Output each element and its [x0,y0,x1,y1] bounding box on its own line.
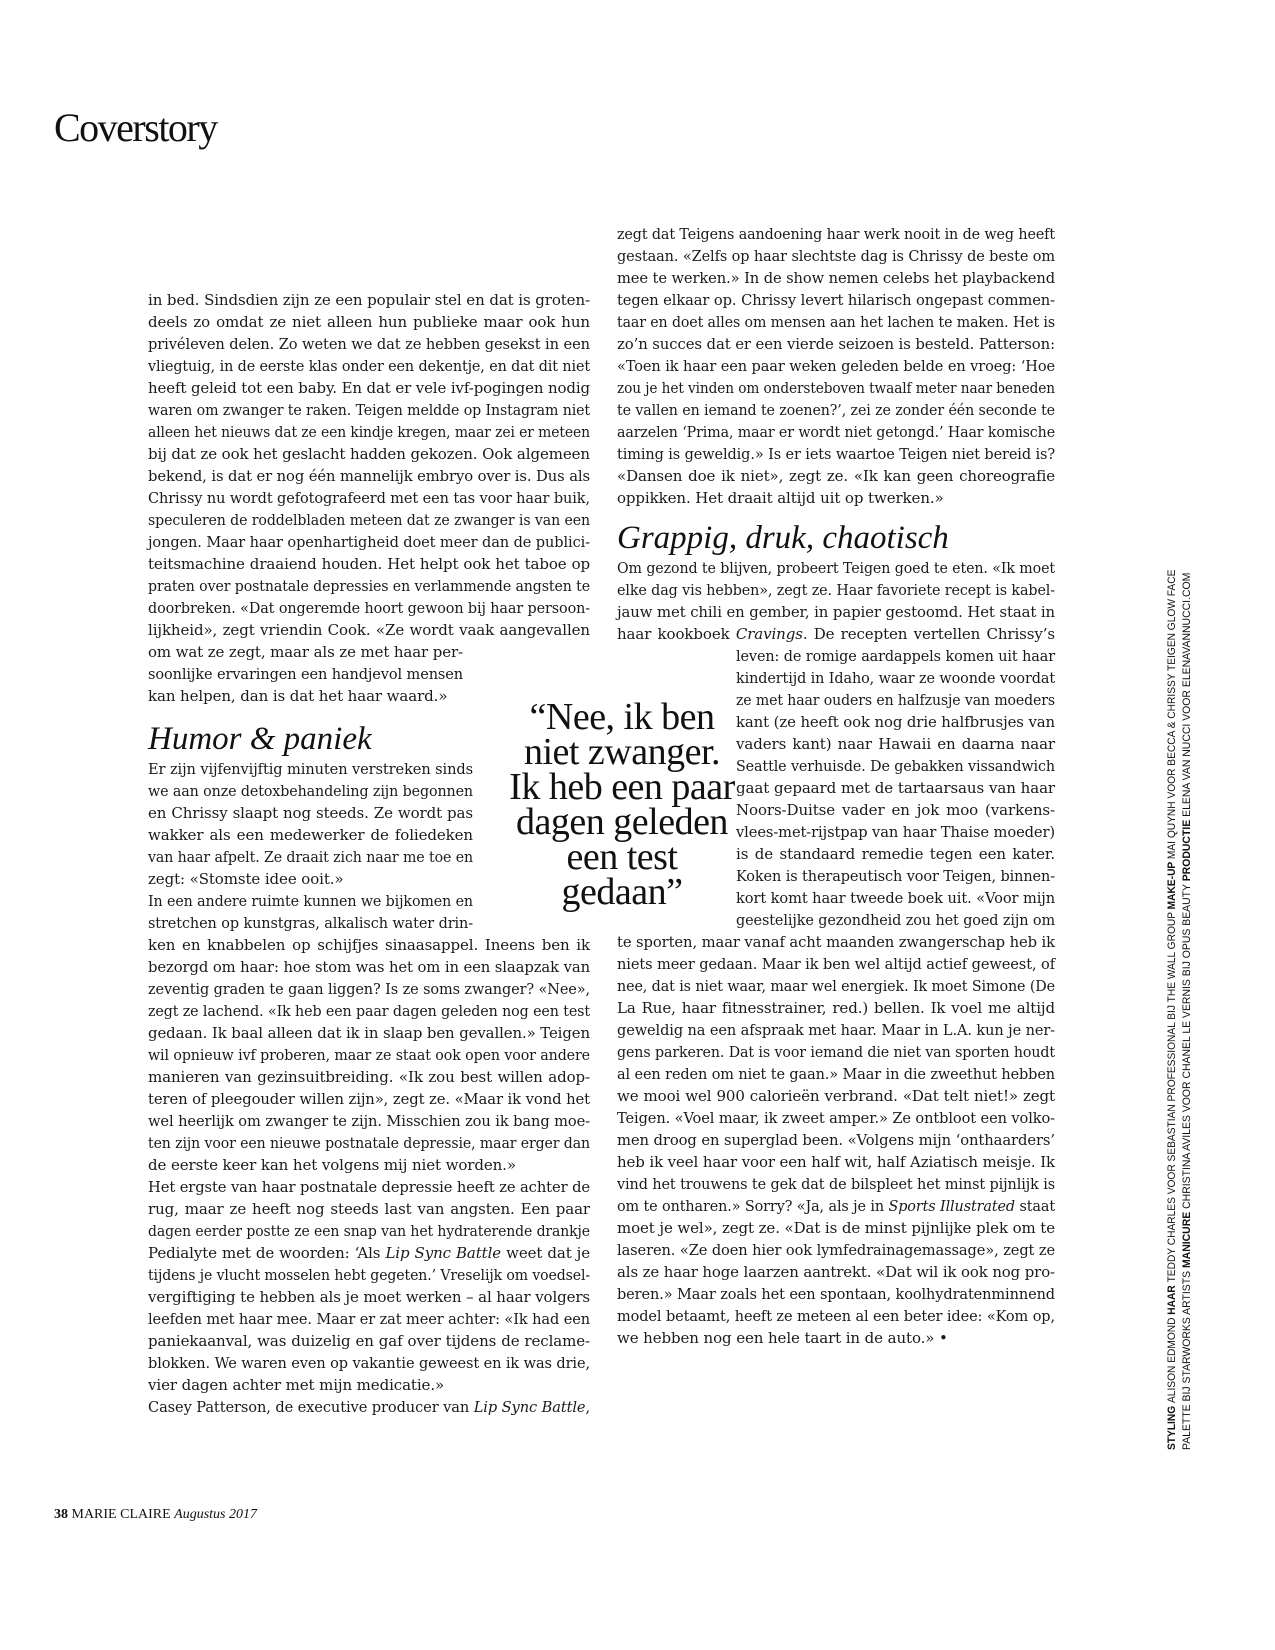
text-line: geestelijke gezondheid zou het goed zijn om [736,911,1055,929]
text-line: manieren van gezinsuitbreiding. «Ik zou best willen adop- [148,1068,590,1086]
text-line: is de standaard remedie tegen een kater. [736,845,1055,863]
text-line: zou je het vinden om ondersteboven twaalf meter naar beneden [617,379,1055,397]
text-line: geweldig na een afspraak met haar. Maar in L.A. kun je ner- [617,1021,1055,1039]
text-line: kant (ze heeft ook nog drie halfbrusjes van [736,713,1055,731]
text-line: gedaan. Ik baal alleen dat ik in slaap ben gevallen.» Teigen [148,1024,590,1042]
text-line: waren om zwanger te raken. Teigen meldde op Instagram niet [148,401,590,419]
page-footer [54,1507,257,1523]
text-line: laseren. «Ze doen hier ook lymfedrainagemassage», zegt ze [617,1241,1055,1259]
text-line: teren of pleegouder willen zijn», zegt ze. «Maar ik vond het [148,1090,590,1108]
text-line: vier dagen achter met mijn medicatie.» [148,1376,445,1394]
text-line: en Chrissy slaapt nog steeds. Ze wordt pas [148,804,473,822]
text-line: bij dat ze ook het geslacht hadden gekozen. Ook algemeen [148,445,590,463]
text-line: de eerste keer kan het volgens mij niet worden.» [148,1156,516,1174]
text-line: tegen elkaar op. Chrissy levert hilarisch ongepast commen- [617,291,1055,309]
text-line: Seattle verhuisde. De gebakken vissandwich [736,757,1055,775]
credit-text: ELENA VAN NUCCI VOOR ELENAVANNUCCI.COM [1181,572,1193,817]
text-line: zeventig graden te gaan liggen? Is ze soms zwanger? «Nee», [148,980,590,998]
text-line: «Dansen doe ik niet», zegt ze. «Ik kan geen choreografie [617,467,1055,485]
credit-label: HAAR [1166,1282,1178,1315]
text-line: speculeren de roddelbladen meteen dat ze zwanger is van een [148,511,590,529]
photo-credits [1165,557,1201,1450]
text-line: wel heerlijk om zwanger te zijn. Misschien zou ik bang moe- [148,1112,590,1130]
text-line: alleen het nieuws dat ze een kindje kregen, maar zei er meteen [148,423,590,441]
text-line: praten over postnatale depressies en verlammende angsten te [148,577,590,595]
credit-label: STYLING [1166,1403,1178,1450]
text-line: zegt dat Teigens aandoening haar werk nooit in de weg heeft [617,225,1055,243]
text-line: ten zijn voor een nieuwe postnatale depressie, maar erger dan [148,1134,590,1152]
text-line: mee te werken.» In de show nemen celebs het playbackend [617,269,1055,287]
text-line: te vallen en iemand te zoenen?’, zei ze zonder één seconde te [617,401,1055,419]
pull-quote: “Nee, ik ben niet zwanger. Ik heb een paar dagen geleden een test gedaan” [509,696,735,913]
text-line: lijkheid», zegt vriendin Cook. «Ze wordt vaak aangevallen [148,621,590,639]
credit-label: MAKE-UP [1166,859,1178,910]
text-line: Er zijn vijfenvijftig minuten verstreken sinds [148,760,473,778]
credit-text: ALISON EDMOND [1166,1314,1178,1404]
text-line: haar kookboek Cravings. De recepten vertellen Chrissy’s [617,625,1055,643]
credit-label: PRODUCTIE [1181,816,1193,882]
text-line: Chrissy nu wordt gefotografeerd met een tas voor haar buik, [148,489,590,507]
text-line: In een andere ruimte kunnen we bijkomen en [148,892,473,910]
text-line: Pedialyte met de woorden: ‘Als Lip Sync Battle weet dat je [148,1244,591,1262]
text-line: taar en doet alles om mensen aan het lachen te maken. Het is [617,313,1055,331]
text-line: jauw met chili en gember, in papier gestoomd. Het staat in [617,603,1055,621]
credits-line-2 [1180,570,1195,1450]
text-line: zegt: «Stomste idee ooit.» [148,870,344,888]
text-line: in bed. Sindsdien zijn ze een populair stel en dat is groten- [148,291,590,309]
text-line: vliegtuig, in de eerste klas onder een dekentje, en dat dit niet [148,357,590,375]
text-line: gaat gepaard met de tartaarsaus van haar [736,779,1055,797]
text-line: om te ontharen.» Sorry? «Ja, als je in Sports Illustrated staat [617,1197,1055,1215]
text-line: we hebben nog een hele taart in de auto.» • [617,1329,948,1347]
text-line: heb ik veel haar voor een half wit, half Aziatisch meisje. Ik [617,1153,1055,1171]
text-line: al een reden om niet te gaan.» Maar in die zweethut hebben [617,1065,1055,1083]
text-line: wil opnieuw ivf proberen, maar ze staat ook open voor andere [148,1046,590,1064]
text-line: vind het trouwens te gek dat de bilspleet het minst pijnlijk is [617,1175,1055,1193]
credit-label: MANICURE [1181,1208,1193,1269]
text-line: model betaamt, heeft ze meteen al een beter idee: «Kom op, [617,1307,1055,1325]
text-line: paniekaanval, was duizelig en gaf over tijdens de reclame- [148,1332,590,1350]
subheading-grappig: Grappig, druk, chaotisch [617,520,949,556]
text-line: dagen eerder postte ze een snap van het hydraterende drankje [148,1222,590,1240]
text-line: zegt ze lachend. «Ik heb een paar dagen geleden nog een test [148,1002,590,1020]
text-line: heeft geleid tot een baby. En dat er vele ivf-pogingen nodig [148,379,590,397]
page-number: 38 [54,1507,68,1522]
text-line: vergiftiging te hebben als je moet werken – al haar volgers [148,1288,590,1306]
magazine-name: MARIE CLAIRE [71,1507,171,1522]
text-line: ze met haar ouders en halfzusje van moeders [736,691,1055,709]
text-line: deels zo omdat ze niet alleen hun publieke maar ook hun [148,313,590,331]
text-line: kort komt haar tweede boek uit. «Voor mijn [736,889,1055,907]
credit-text: CHRISTINA AVILES VOOR CHANEL LE VERNIS BIJ OPUS BEAUTY [1181,881,1193,1209]
text-line: privéleven delen. Zo weten we dat ze hebben gesekst in een [148,335,590,353]
text-line: timing is geweldig.» Is er iets waartoe Teigen niet bereid is? [617,445,1055,463]
text-line: als ze haar hoge laarzen aantrekt. «Dat wil ik ook nog pro- [617,1263,1055,1281]
text-line: bekend, is dat er nog één mannelijk embryo over is. Dus als [148,467,590,485]
credit-text: PALETTE BIJ STARWORKS ARTISTS [1181,1268,1193,1450]
text-line: gens parkeren. Dat is voor iemand die niet van sporten houdt [617,1043,1055,1061]
issue-date: Augustus 2017 [174,1507,258,1522]
text-line: niets meer gedaan. Maar ik ben wel altijd actief geweest, of [617,955,1055,973]
text-line: beren.» Maar zoals het een spontaan, koolhydratenminnend [617,1285,1055,1303]
text-line: men droog en superglad been. «Volgens mijn ‘onthaarders’ [617,1131,1055,1149]
credits-line-1 [1165,569,1180,1450]
text-line: elke dag vis hebben», zegt ze. Haar favoriete recept is kabel- [617,581,1055,599]
credit-text: MAI QUYNH VOOR BECCA & CHRISSY TEIGEN GLOW FACE [1166,569,1178,860]
text-line: zo’n succes dat er een vierde seizoen is besteld. Patterson: [617,335,1055,353]
text-line: nee, dat is niet waar, maar wel energiek. Ik moet Simone (De [617,977,1055,995]
text-line: jongen. Maar haar openhartigheid doet meer dan de publici- [148,533,590,551]
text-line: Teigen. «Voel maar, ik zweet amper.» Ze ontbloot een volko- [617,1109,1055,1127]
text-line: oppikken. Het draait altijd uit op twerken.» [617,489,944,507]
text-line: «Toen ik haar een paar weken geleden belde en vroeg: ‘Hoe [617,357,1055,375]
text-line: gestaan. «Zelfs op haar slechtste dag is Chrissy de beste om [617,247,1055,265]
text-line: bezorgd om haar: hoe stom was het om in een slaapzak van [148,958,590,976]
text-line: rug, maar ze heeft nog steeds last van angsten. Een paar [148,1200,590,1218]
text-line: om wat ze zegt, maar als ze met haar per- [148,643,463,661]
text-line: La Rue, haar fitnesstrainer, red.) bellen. Ik voel me altijd [617,999,1055,1017]
credit-text: TEDDY CHARLES VOOR SEBASTIAN PROFESSIONAL BIJ THE WALL GROUP [1166,909,1178,1283]
section-title: Coverstory [54,105,217,150]
text-line: stretchen op kunstgras, alkalisch water drin- [148,914,473,932]
text-line: Om gezond te blijven, probeert Teigen goed te eten. «Ik moet [617,559,1055,577]
text-line: we mooi wel 900 calorieën verbrand. «Dat telt niet!» zegt [617,1087,1055,1105]
text-line: te sporten, maar vanaf acht maanden zwangerschap heb ik [617,933,1055,951]
text-line: kindertijd in Idaho, waar ze woonde voordat [736,669,1055,687]
text-line: leven: de romige aardappels komen uit haar [736,647,1055,665]
text-line: van haar afpelt. Ze draait zich naar me toe en [148,848,473,866]
text-line: vlees-met-rijstpap van haar Thaise moeder) [736,823,1055,841]
text-line: aarzelen ‘Prima, maar er wordt niet getongd.’ Haar komische [617,423,1055,441]
text-line: we aan onze detoxbehandeling zijn begonnen [148,782,473,800]
text-line: blokken. We waren even op vakantie geweest en ik was drie, [148,1354,590,1372]
text-line: Noors-Duitse vader en jok moo (varkens- [736,801,1055,819]
text-line: leefden met haar mee. Maar er zat meer achter: «Ik had een [148,1310,590,1328]
text-line: teitsmachine draaiend houden. Het helpt ook het taboe op [148,555,590,573]
text-line: wakker als een medewerker de foliedeken [148,826,473,844]
text-line: ken en knabbelen op schijfjes sinaasappel. Ineens ben ik [148,936,590,954]
text-line: vaders kant) naar Hawaii en daarna naar [736,735,1055,753]
text-line: Het ergste van haar postnatale depressie heeft ze achter de [148,1178,590,1196]
text-line: Koken is therapeutisch voor Teigen, binnen- [736,867,1055,885]
text-line: soonlijke ervaringen een handjevol mensen [148,665,463,683]
text-line: kan helpen, dan is dat het haar waard.» [148,687,448,705]
text-line: doorbreken. «Dat ongeremde hoort gewoon bij haar persoon- [148,599,590,617]
text-line: Casey Patterson, de executive producer van Lip Sync Battle, [148,1398,590,1416]
subheading-humor: Humor & paniek [148,721,372,757]
text-line: moet je wel», zegt ze. «Dat is de minst pijnlijke plek om te [617,1219,1055,1237]
text-line: tijdens je vlucht mosselen hebt gegeten.’ Vreselijk om voedsel- [148,1266,590,1284]
